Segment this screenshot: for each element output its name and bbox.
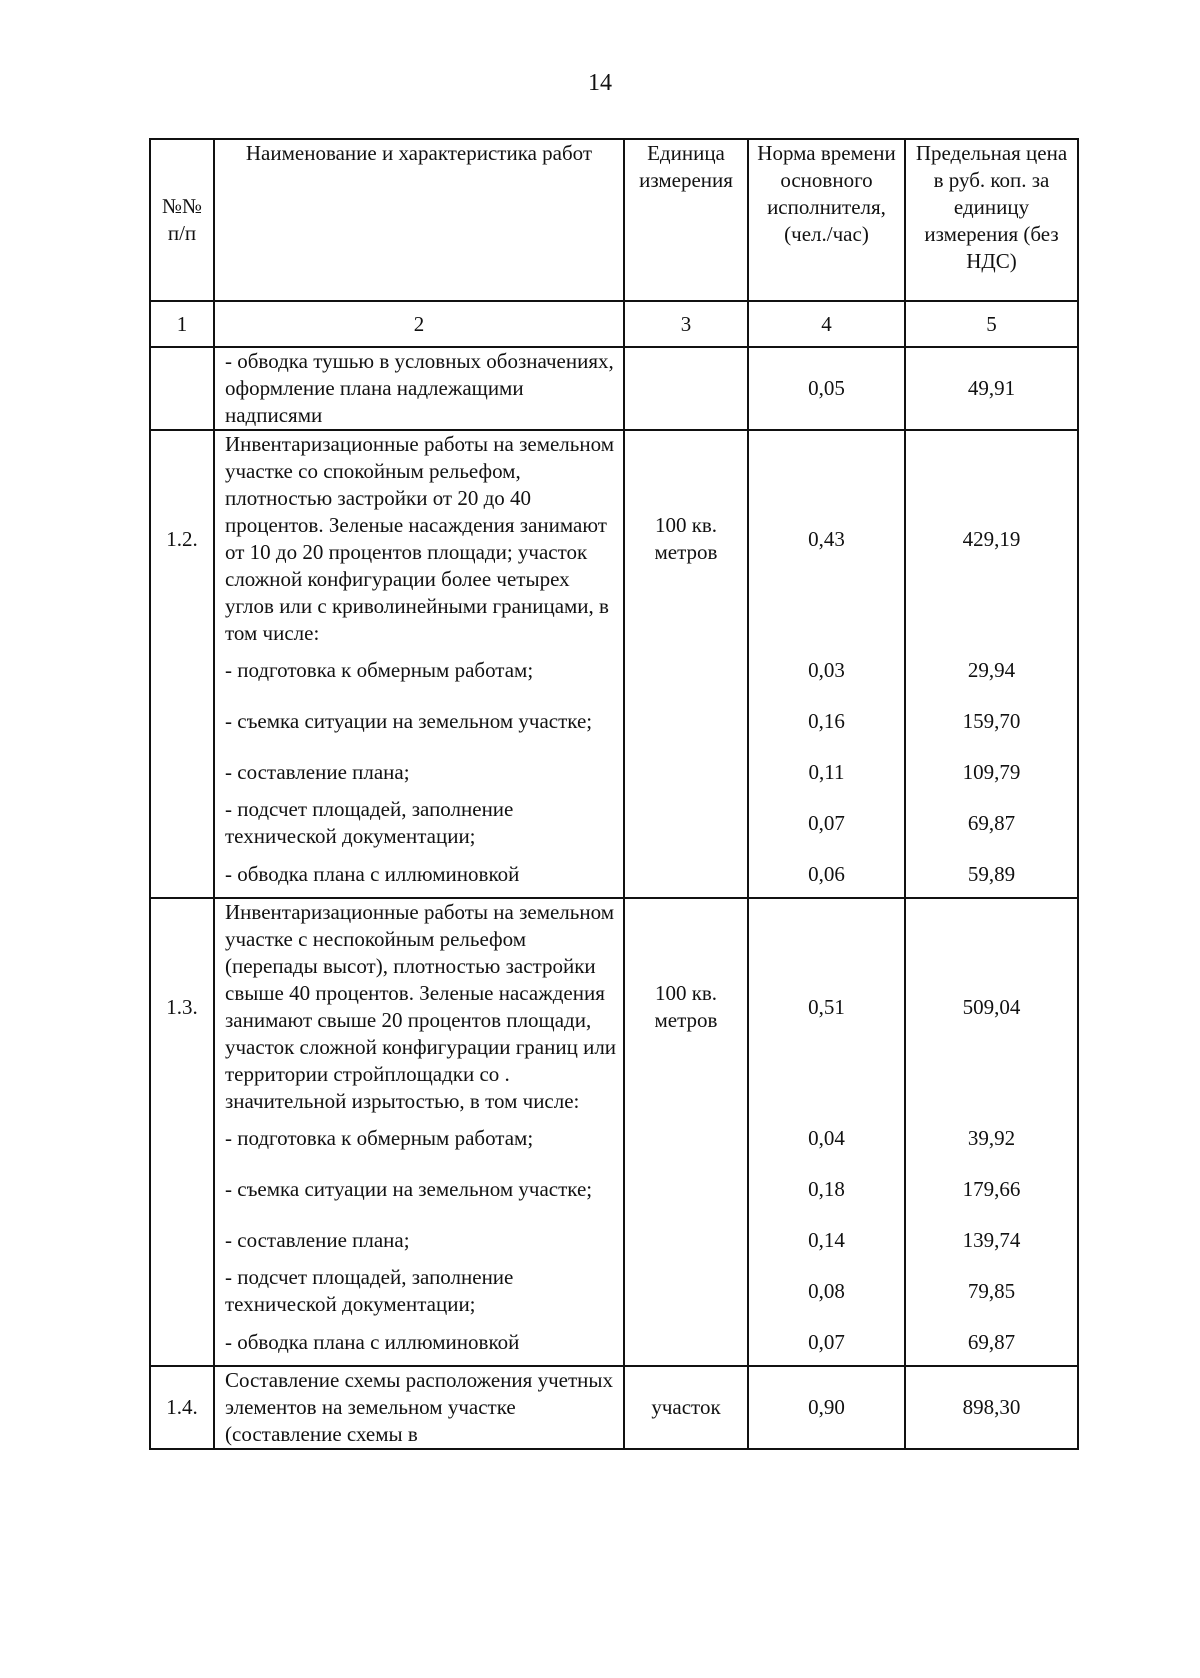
header-unit: Единица измерения	[624, 139, 748, 301]
row-num	[150, 795, 214, 851]
row-name: - обводка тушью в условных обозначениях, оформление плана надлежащими надписями	[214, 347, 624, 430]
row-num	[150, 647, 214, 693]
column-numbers-row	[150, 301, 1078, 347]
row-num	[150, 1217, 214, 1263]
row-norm: 0,14	[748, 1217, 905, 1263]
row-name: - составление плана;	[214, 749, 624, 795]
row-price: 159,70	[905, 693, 1078, 749]
row-price: 49,91	[905, 347, 1078, 430]
row-unit	[624, 795, 748, 851]
row-name: Составление схемы расположения учетных элементов на земельном участке (составление схемы в	[214, 1366, 624, 1449]
row-unit: 100 кв. метров	[624, 430, 748, 647]
row-norm: 0,43	[748, 430, 905, 647]
row-name: - подсчет площадей, заполнение технической документации;	[214, 1263, 624, 1319]
table-row	[150, 1319, 1078, 1366]
table-row	[150, 851, 1078, 898]
table-row	[150, 430, 1078, 647]
table-row	[150, 1115, 1078, 1161]
row-num	[150, 1263, 214, 1319]
header-name: Наименование и характеристика работ	[214, 139, 624, 301]
row-norm: 0,11	[748, 749, 905, 795]
row-norm: 0,03	[748, 647, 905, 693]
row-name: - подсчет площадей, заполнение технической документации;	[214, 795, 624, 851]
row-unit	[624, 1263, 748, 1319]
row-price: 59,89	[905, 851, 1078, 898]
row-norm: 0,16	[748, 693, 905, 749]
row-name: - съемка ситуации на земельном участке;	[214, 693, 624, 749]
row-num: 1.2.	[150, 430, 214, 647]
row-price: 429,19	[905, 430, 1078, 647]
page-number: 14	[588, 70, 612, 96]
table-row	[150, 795, 1078, 851]
row-norm: 0,04	[748, 1115, 905, 1161]
row-num	[150, 1319, 214, 1366]
row-norm: 0,18	[748, 1161, 905, 1217]
table-row	[150, 1263, 1078, 1319]
table-row	[150, 898, 1078, 1115]
column-number: 5	[905, 301, 1078, 347]
row-num: 1.4.	[150, 1366, 214, 1449]
row-unit: 100 кв. метров	[624, 898, 748, 1115]
row-num	[150, 347, 214, 430]
row-unit	[624, 347, 748, 430]
row-unit	[624, 693, 748, 749]
row-name: - обводка плана с иллюминовкой	[214, 1319, 624, 1366]
row-norm: 0,08	[748, 1263, 905, 1319]
header-price: Предельная цена в руб. коп. за единицу измерения (без НДС)	[905, 139, 1078, 301]
row-price: 139,74	[905, 1217, 1078, 1263]
row-price: 509,04	[905, 898, 1078, 1115]
header-num: №№ п/п	[150, 139, 214, 301]
row-norm: 0,05	[748, 347, 905, 430]
row-name: Инвентаризационные работы на земельном участке со спокойным рельефом, плотностью застройки от 20 до 40 процентов. Зеленые насаждения занимают от 10 до 20 процентов площади; участок сложной конфигурации более четырех углов или с криволинейными границами, в том числе:	[214, 430, 624, 647]
row-price: 39,92	[905, 1115, 1078, 1161]
row-unit	[624, 1319, 748, 1366]
row-norm: 0,51	[748, 898, 905, 1115]
row-unit	[624, 1115, 748, 1161]
table-row	[150, 749, 1078, 795]
table-row	[150, 693, 1078, 749]
table-row	[150, 647, 1078, 693]
work-norms-table	[149, 138, 1079, 1450]
row-name: - съемка ситуации на земельном участке;	[214, 1161, 624, 1217]
row-price: 898,30	[905, 1366, 1078, 1449]
row-name: - обводка плана с иллюминовкой	[214, 851, 624, 898]
table-row	[150, 1217, 1078, 1263]
column-number: 4	[748, 301, 905, 347]
row-norm: 0,90	[748, 1366, 905, 1449]
column-number: 1	[150, 301, 214, 347]
header-row	[150, 139, 1078, 301]
row-price: 109,79	[905, 749, 1078, 795]
column-number: 3	[624, 301, 748, 347]
row-num	[150, 1115, 214, 1161]
table-row	[150, 1366, 1078, 1449]
row-num	[150, 851, 214, 898]
row-norm: 0,06	[748, 851, 905, 898]
row-name: - подготовка к обмерным работам;	[214, 647, 624, 693]
row-unit	[624, 851, 748, 898]
row-name: Инвентаризационные работы на земельном участке с неспокойным рельефом (перепады высот), плотностью застройки свыше 40 процентов. Зеленые насаждения занимают свыше 20 процентов площади, участок сложной конфигурации границ или территории стройплощадки со . значительной изрытостью, в том числе:	[214, 898, 624, 1115]
row-num	[150, 749, 214, 795]
row-name: - подготовка к обмерным работам;	[214, 1115, 624, 1161]
row-price: 79,85	[905, 1263, 1078, 1319]
row-norm: 0,07	[748, 795, 905, 851]
table-row	[150, 1161, 1078, 1217]
row-price: 29,94	[905, 647, 1078, 693]
column-number: 2	[214, 301, 624, 347]
row-num	[150, 1161, 214, 1217]
table-row	[150, 347, 1078, 430]
row-unit	[624, 1217, 748, 1263]
row-unit	[624, 749, 748, 795]
row-name: - составление плана;	[214, 1217, 624, 1263]
row-num	[150, 693, 214, 749]
row-unit	[624, 647, 748, 693]
header-norm: Норма времени основного исполнителя, (чел./час)	[748, 139, 905, 301]
row-unit	[624, 1161, 748, 1217]
row-unit: участок	[624, 1366, 748, 1449]
row-num: 1.3.	[150, 898, 214, 1115]
row-price: 179,66	[905, 1161, 1078, 1217]
row-norm: 0,07	[748, 1319, 905, 1366]
row-price: 69,87	[905, 795, 1078, 851]
row-price: 69,87	[905, 1319, 1078, 1366]
